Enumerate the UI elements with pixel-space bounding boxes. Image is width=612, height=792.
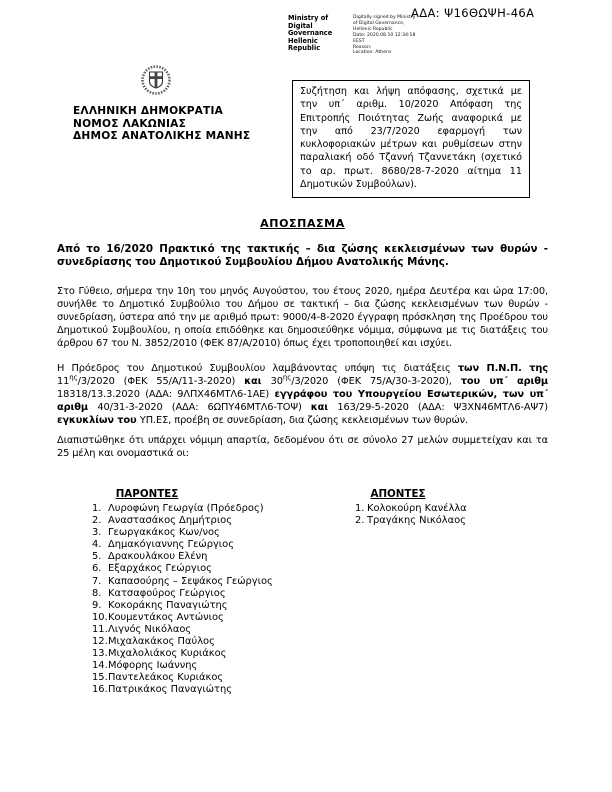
subject-box	[292, 80, 530, 198]
member-row	[92, 684, 330, 696]
member-number: 8.	[92, 587, 102, 599]
signature-stamp-block	[353, 15, 433, 56]
member-name: Καπασούρης – Σεψάκος Γεώργιος	[108, 575, 273, 587]
member-row	[92, 612, 330, 624]
paragraph-segment: 30	[270, 376, 283, 387]
paragraph-legal-basis	[57, 362, 548, 427]
paragraph-segment: ΥΠ.ΕΣ, προέβη σε συνεδρίαση, δια ζώσης κεκλεισμένων των θυρών.	[139, 415, 468, 426]
member-number: 3.	[92, 527, 102, 539]
member-name: Τραγάκης Νικόλαος	[367, 515, 466, 527]
ministry-name-block	[288, 15, 346, 56]
authority-lines	[73, 105, 251, 143]
member-number: 1.	[92, 503, 102, 514]
paragraph-segment: ης	[69, 373, 78, 382]
present-column	[92, 488, 330, 697]
authority-line: ΝΟΜΟΣ ΛΑΚΩΝΙΑΣ	[73, 117, 186, 130]
paragraph-segment: του υπ΄ αριθμ	[460, 376, 548, 387]
member-row	[92, 503, 330, 515]
signature-stamp-line: of Digital Governance,	[353, 20, 405, 26]
ministry-name-line: Ministry of Digital	[288, 14, 329, 30]
member-number: 14.	[92, 660, 108, 672]
member-name: Λυροφώνη Γεωργία (Πρόεδρος)	[108, 503, 264, 514]
member-number: 2.	[92, 515, 102, 527]
paragraph-segment: 163/29-5-2020 (ΑΔΑ: Ψ3ΧΝ46ΜΤΛ6-ΑΨ7)	[337, 402, 548, 413]
present-list	[92, 503, 330, 697]
member-number: 5.	[92, 551, 102, 563]
document-subtitle: Από το 16/2020 Πρακτικό της τακτικής – δια ζώσης κεκλεισμένων των θυρών - συνεδρίασης του Δημοτικού Συμβουλίου Δήμου Ανατολικής Μάνης.	[57, 243, 548, 268]
signature-stamp-line: Digitally signed by Ministry	[353, 15, 416, 20]
hellenic-republic-emblem-icon	[137, 62, 175, 98]
member-row	[92, 624, 330, 636]
paragraph-segment: και	[310, 402, 338, 413]
paragraph-segment: 18318/13.3.2020 (ΑΔΑ: 9ΛΠΧ46ΜΤΛ6-1ΑΕ)	[57, 389, 275, 400]
paragraph-segment: Η Πρόεδρος του Δημοτικού Συμβουλίου λαμβάνοντας υπόψη τις διατάξεις	[57, 363, 458, 374]
authority-line: ΕΛΛΗΝΙΚΗ ΔΗΜΟΚΡΑΤΙΑ	[73, 105, 224, 117]
member-number: 11.	[92, 623, 108, 635]
signature-stamp-line: Location: Athens	[353, 50, 392, 56]
member-number: 12.	[92, 636, 108, 648]
signature-stamp-line: Date: 2020.08.10 12:34:18	[353, 32, 416, 38]
member-name: Μόφορης Ιωάννης	[108, 660, 198, 672]
member-row	[92, 563, 330, 575]
member-name: Εξαρχάκος Γεώργιος	[108, 563, 212, 575]
member-name: Γεωργακάκος Κων/νος	[108, 527, 220, 539]
attendance-section	[57, 488, 548, 697]
member-row	[92, 636, 330, 648]
member-number: 13.	[92, 648, 108, 660]
emblem-wrap	[73, 62, 238, 102]
paragraph-segment: και	[244, 376, 271, 387]
paragraph-session-intro: Στο Γύθειο, σήμερα την 10η του μηνός Αυγούστου, του έτους 2020, ημέρα Δευτέρα και ώρα 17:00, συνήλθε το Δημοτικό Συμβούλιο του Δήμου σε τακτική – δια ζώσης κεκλεισμένων των θυρών - συνεδρίαση, ύστερα από την με αριθμό πρωτ: 9000/4-8-2020 έγγραφη πρόσκληση της Προέδρου του Δημοτικού Συμβουλίου, η οποία επιδόθηκε και δημοσιεύθηκε νόμιμα, σύμφωνα με τις διατάξεις του άρθρου 67 του Ν. 3852/2010 (ΦΕΚ 87/Α/2010) όπως έχει τροποποιηθεί και ισχύει.	[57, 286, 548, 349]
paragraph-segment: /3/2020 (ΦΕΚ 55/Α/11-3-2020)	[77, 376, 245, 387]
member-number: 15.	[92, 672, 108, 684]
member-number: 2.	[355, 515, 365, 527]
member-row	[92, 600, 330, 612]
member-name: Λιγνός Νικόλαος	[108, 623, 192, 635]
member-row	[355, 503, 505, 515]
member-row	[92, 527, 330, 539]
absent-list	[355, 503, 505, 527]
member-number: 16.	[92, 684, 108, 696]
member-row	[92, 576, 330, 588]
member-row	[92, 515, 330, 527]
signature-stamp-line: Hellenic Republic	[353, 26, 393, 32]
document-body	[57, 217, 548, 697]
member-name: Κολοκούρη Κανέλλα	[367, 503, 467, 514]
digital-signature-block	[288, 15, 433, 56]
member-number: 7.	[92, 575, 102, 587]
member-name: Πατρικάκος Παναγιώτης	[108, 684, 233, 696]
member-row	[355, 515, 505, 527]
member-name: Κοκοράκης Παναγιώτης	[108, 599, 228, 611]
member-name: Μιχαλολιάκος Κυριάκος	[108, 648, 227, 660]
absent-column	[355, 488, 505, 527]
member-number: 4.	[92, 539, 102, 551]
member-name: Δημακόγιαννης Γεώργιος	[108, 539, 234, 551]
paragraph-segment: εγκυκλίων του	[57, 415, 140, 426]
paragraph-segment: εγγράφου του Υπουργείου Εσωτερικών, των υπ΄ αριθμ	[57, 389, 548, 413]
signature-stamp-line: EEST	[353, 38, 365, 44]
member-name: Αναστασάκος Δημήτριος	[108, 515, 233, 527]
paragraph-segment: 11	[57, 376, 70, 387]
member-row	[92, 672, 330, 684]
member-name: Κατσαφούρος Γεώργιος	[108, 587, 226, 599]
member-number: 6.	[92, 563, 102, 575]
ministry-name-line: Hellenic Republic	[288, 36, 321, 53]
document-title: ΑΠΟΣΠΑΣΜΑ	[260, 217, 345, 230]
ada-code: ΑΔΑ: Ψ16ΘΩΨΗ-46Α	[411, 6, 535, 20]
absent-heading: ΑΠΟΝΤΕΣ	[370, 488, 426, 500]
paragraph-quorum: Διαπιστώθηκε ότι υπάρχει νόμιμη απαρτία, δεδομένου ότι σε σύνολο 27 μελών συμμετείχαν και τα 25 μέλη και ονομαστικά οι:	[57, 435, 548, 459]
paragraph-segment: ης	[282, 373, 292, 382]
member-number: 10.	[92, 611, 108, 623]
member-name: Δρακουλάκου Ελένη	[108, 551, 208, 563]
ministry-name-line: Governance	[288, 29, 333, 38]
paragraph-segment: 40/31-3-2020 (ΑΔΑ: 6ΩΠΥ46ΜΤΛ6-ΤΟΨ)	[97, 402, 311, 413]
member-row	[92, 660, 330, 672]
signature-stamp-line: Reason:	[353, 44, 372, 50]
member-row	[92, 551, 330, 563]
member-name: Κουμεντάκος Αντώνιος	[108, 611, 224, 623]
member-row	[92, 539, 330, 551]
present-heading: ΠΑΡΟΝΤΕΣ	[115, 488, 179, 500]
member-row	[92, 588, 330, 600]
authority-line: ΔΗΜΟΣ ΑΝΑΤΟΛΙΚΗΣ ΜΑΝΗΣ	[73, 130, 251, 143]
paragraph-segment: /3/2020 (ΦΕΚ 75/Α/30-3-2020),	[291, 376, 461, 387]
member-row	[92, 648, 330, 660]
authority-header	[73, 62, 251, 143]
subject-text: Συζήτηση και λήψη απόφασης, σχετικά με την υπ΄ αριθμ. 10/2020 Απόφαση της Επιτροπής Ποιότητας Ζωής αναφορικά με την από 23/7/2020 εφαρμογή των κυκλοφοριακών μέτρων και ρυθμίσεων στην παραλιακή οδό Τζαννή Τζαννετάκη (σχετικό το αρ. πρωτ. 8680/28-7-2020 αίτημα 11 Δημοτικών Συμβούλων).	[300, 86, 522, 191]
member-name: Μιχαλακάκος Παύλος	[108, 636, 215, 648]
member-name: Παντελεάκος Κυριάκος	[108, 672, 224, 684]
member-number: 1.	[355, 503, 365, 514]
member-number: 9.	[92, 599, 102, 611]
paragraph-segment: των Π.Ν.Π. της	[457, 363, 548, 374]
